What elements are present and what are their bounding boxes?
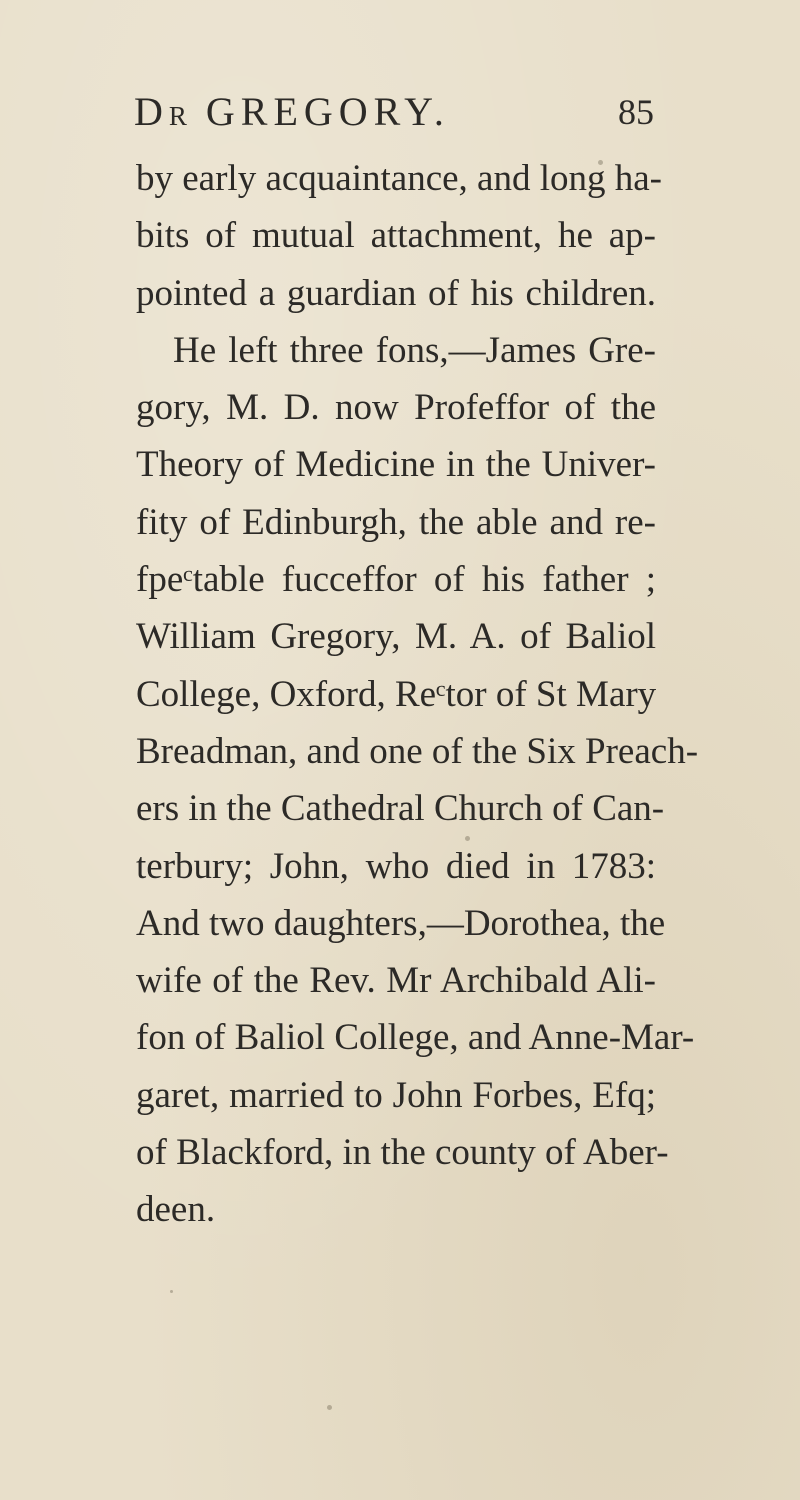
running-head-title: [134, 88, 450, 140]
paper-speck: [465, 836, 470, 841]
text-line: Theory of Medicine in the Univer-: [136, 444, 656, 486]
text-line: College, Oxford, Reᶜtor of St Mary: [136, 673, 657, 715]
text-line: deen.: [136, 1189, 216, 1231]
text-line: bits of mutual attachment, he ap-: [136, 215, 656, 257]
running-head-name: GREGORY.: [189, 89, 450, 134]
paper-speck: [170, 1290, 173, 1293]
text-line: garet, married to John Forbes, Efq;: [136, 1074, 656, 1116]
text-line: by early acquaintance, and long ha-: [136, 158, 662, 199]
paper-speck: [327, 1405, 332, 1410]
text-line: terbury; John, who died in 1783:: [136, 845, 656, 887]
running-head-initial: D: [134, 89, 169, 134]
text-line: ers in the Cathedral Church of Can-: [136, 788, 665, 830]
text-line: gory, M. D. now Profeffor of the: [136, 387, 656, 429]
text-line: pointed a guardian of his children.: [136, 272, 656, 314]
text-line: wife of the Rev. Mr Archibald Ali-: [136, 960, 656, 1002]
text-line: of Blackford, in the county of Aber-: [136, 1132, 669, 1174]
text-line: fity of Edinburgh, the able and re-: [136, 501, 656, 543]
body-text: [136, 150, 699, 1239]
text-line: And two daughters,—Dorothea, the: [136, 902, 666, 944]
running-head-small-caps: R: [168, 101, 190, 131]
text-line: William Gregory, M. A. of Baliol: [136, 616, 656, 658]
text-line: He left three fons,—James Gre-: [173, 329, 656, 371]
running-head: [134, 88, 654, 138]
page-number: 85: [618, 92, 654, 132]
text-line: fpeᶜtable fucceffor of his father ;: [136, 559, 656, 601]
text-line: fon of Baliol College, and Anne-Mar-: [136, 1017, 695, 1059]
paper-speck: [598, 160, 603, 165]
text-line: Breadman, and one of the Six Preach-: [136, 730, 699, 772]
